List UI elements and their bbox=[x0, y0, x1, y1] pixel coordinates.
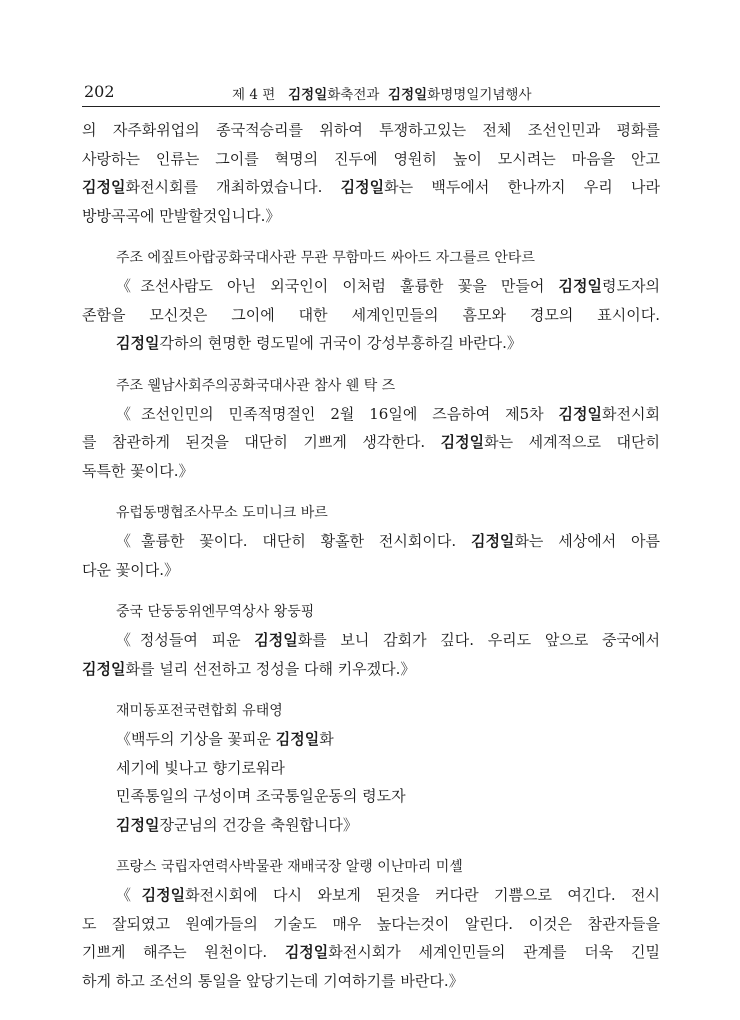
chapter-label: 제 4 편 bbox=[232, 87, 276, 103]
text-line: 김정일화전시회를 개최하였습니다. 김정일화는 백두에서 한나까지 우리 나라 bbox=[82, 178, 660, 196]
text-line: 존함을 모신것은 그이에 대한 세계인민들의 흠모와 경모의 표시이다. bbox=[82, 305, 660, 324]
text-line: 독특한 꽃이다.》 bbox=[82, 461, 194, 480]
speaker-heading: 주조 웰남사회주의공화국대사관 참사 웬 탁 즈 bbox=[116, 377, 396, 394]
page-body bbox=[82, 116, 660, 995]
poem-line: 세기에 빛나고 향기로워라 bbox=[116, 758, 285, 777]
text-line: 다운 꽃이다.》 bbox=[82, 560, 179, 579]
page-number: 202 bbox=[84, 82, 115, 101]
speaker-heading: 주조 에짚트아랍공화국대사관 무관 무함마드 싸아드 자그를르 안타르 bbox=[116, 250, 535, 266]
text-line: 《훌륭한 꽃이다. 대단히 황홀한 전시회이다. 김정일화는 세상에서 아름 bbox=[116, 532, 660, 550]
speaker-heading: 재미동포전국련합회 유태영 bbox=[116, 703, 283, 719]
speaker-heading: 중국 단둥둥위엔무역상사 왕둥핑 bbox=[116, 604, 315, 620]
text-line: 김정일각하의 현명한 령도밑에 귀국이 강성부흥하길 바란다.》 bbox=[116, 334, 522, 352]
text-line: 의 자주화위업의 종국적승리를 위하여 투쟁하고있는 전체 조선인민과 평화를 bbox=[82, 121, 660, 139]
running-title: 제 4 편 김정일화축전과 김정일화명명일기념행사 bbox=[232, 87, 532, 103]
poem-line: 김정일장군님의 건강을 축원합니다》 bbox=[116, 815, 358, 834]
text-line: 기쁘게 해주는 원천이다. 김정일화전시회가 세계인민들의 관계를 더욱 긴밀 bbox=[82, 943, 660, 961]
poem-line: 《백두의 기상을 꽃피운 김정일화 bbox=[116, 730, 334, 748]
poem-line: 민족통일의 구성이며 조국통일운동의 령도자 bbox=[116, 787, 406, 805]
text-line: 방방곡곡에 만발할것입니다.》 bbox=[82, 206, 281, 225]
text-line: 《김정일화전시회에 다시 와보게 된것을 커다란 기쁨으로 여긴다. 전시 bbox=[116, 886, 660, 904]
text-line: 《조선인민의 민족적명절인 2월 16일에 즈음하여 제5차 김정일화전시회 bbox=[116, 404, 660, 423]
text-line: 도 잘되였고 원예가들의 기술도 매우 높다는것이 알린다. 이것은 참관자들을 bbox=[82, 914, 660, 933]
text-line: 김정일화를 널리 선전하고 정성을 다해 키우겠다.》 bbox=[82, 659, 416, 678]
title-name-1: 김정일 bbox=[288, 87, 328, 103]
speaker-heading: 프랑스 국립자연력사박물관 재배국장 알랭 이난마리 미셸 bbox=[116, 859, 463, 875]
text-line: 를 참관하게 된것을 대단히 기쁘게 생각한다. 김정일화는 세계적으로 대단히 bbox=[82, 433, 660, 451]
title-name-2: 김정일 bbox=[388, 87, 428, 103]
running-header bbox=[82, 80, 660, 107]
speaker-heading: 유럽동맹협조사무소 도미니크 바르 bbox=[116, 505, 328, 521]
text-line: 하게 하고 조선의 통일을 앞당기는데 기여하기를 바란다.》 bbox=[82, 971, 464, 990]
text-line: 《정성들여 피운 김정일화를 보니 감회가 깊다. 우리도 앞으로 중국에서 bbox=[116, 631, 660, 649]
text-line: 《조선사람도 아닌 외국인이 이처럼 훌륭한 꽃을 만들어 김정일령도자의 bbox=[116, 277, 660, 295]
text-line: 사랑하는 인류는 그이를 혁명의 진두에 영원히 높이 모시려는 마음을 안고 bbox=[82, 149, 660, 168]
